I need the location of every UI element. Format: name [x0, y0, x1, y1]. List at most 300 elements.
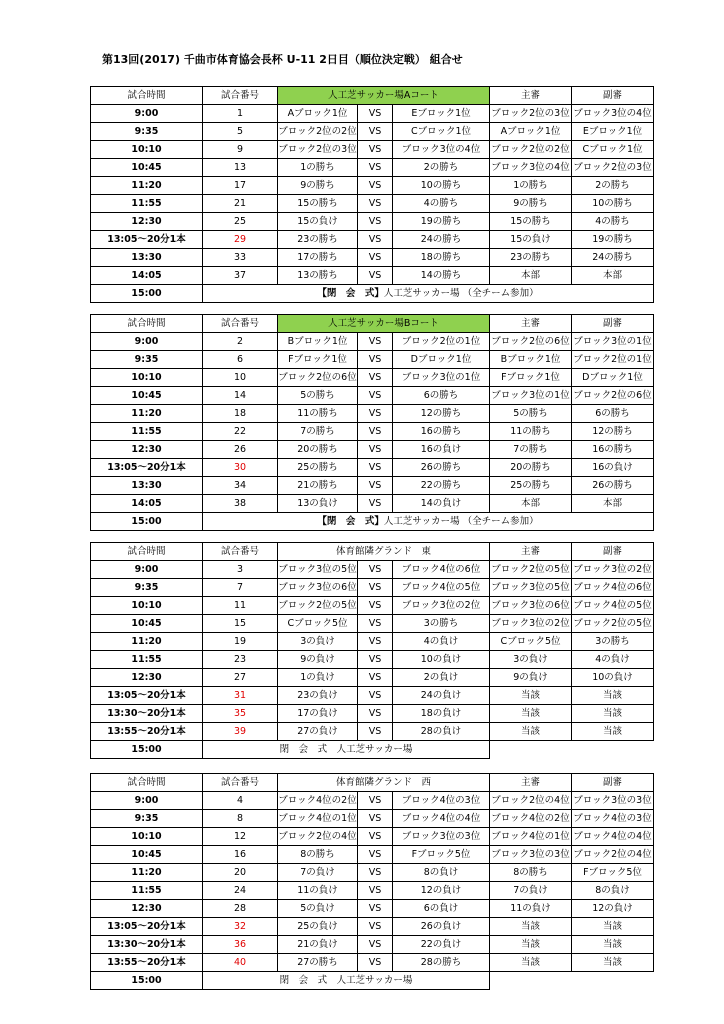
match-time: 10:45 [91, 387, 203, 405]
assistant-referee: ブロック2位の1位 [572, 351, 654, 369]
assistant-referee: 16の勝ち [572, 441, 654, 459]
match-number: 15 [203, 615, 278, 633]
table-row [91, 900, 654, 918]
closing-ceremony [203, 513, 654, 531]
home-team: 25の勝ち [278, 459, 358, 477]
match-time: 13:05～20分1本 [91, 918, 203, 936]
assistant-referee: 6の勝ち [572, 405, 654, 423]
match-time: 12:30 [91, 213, 203, 231]
table-row [91, 333, 654, 351]
match-number: 28 [203, 900, 278, 918]
referee: ブロック3位の2位 [490, 615, 572, 633]
referee: 当該 [490, 954, 572, 972]
match-time: 10:45 [91, 615, 203, 633]
vs-label: VS [358, 615, 393, 633]
table-row [91, 141, 654, 159]
away-team: 28の勝ち [393, 954, 490, 972]
table-row [91, 369, 654, 387]
away-team: 16の負け [393, 441, 490, 459]
assistant-referee: 当該 [572, 705, 654, 723]
match-number: 3 [203, 561, 278, 579]
assistant-referee: 2の勝ち [572, 177, 654, 195]
match-time: 11:20 [91, 633, 203, 651]
home-team: ブロック2位の4位 [278, 828, 358, 846]
away-team: 12の負け [393, 882, 490, 900]
assistant-referee: ブロック4位の5位 [572, 597, 654, 615]
assistant-referee: Cブロック1位 [572, 141, 654, 159]
away-team: 12の勝ち [393, 405, 490, 423]
table-row [91, 828, 654, 846]
match-time: 13:05～20分1本 [91, 231, 203, 249]
table-row [91, 213, 654, 231]
table-row [91, 105, 654, 123]
table-row [91, 423, 654, 441]
home-team: Aブロック1位 [278, 105, 358, 123]
closing-row [91, 741, 654, 759]
referee: 25の勝ち [490, 477, 572, 495]
match-time: 13:55～20分1本 [91, 723, 203, 741]
match-time: 13:05～20分1本 [91, 459, 203, 477]
assistant-referee: ブロック3位の3位 [572, 792, 654, 810]
home-team: 7の負け [278, 864, 358, 882]
home-team: Bブロック1位 [278, 333, 358, 351]
closing-time: 15:00 [91, 513, 203, 531]
referee: 15の負け [490, 231, 572, 249]
match-number: 10 [203, 369, 278, 387]
away-team: Fブロック5位 [393, 846, 490, 864]
vs-label: VS [358, 249, 393, 267]
match-time: 9:35 [91, 579, 203, 597]
match-number: 21 [203, 195, 278, 213]
away-team: 28の負け [393, 723, 490, 741]
header-time: 試合時間 [91, 774, 203, 792]
header-venue: 人工芝サッカー場Aコート [278, 87, 490, 105]
match-time: 12:30 [91, 669, 203, 687]
referee: ブロック4位の1位 [490, 828, 572, 846]
away-team: 6の勝ち [393, 387, 490, 405]
match-time: 13:30 [91, 249, 203, 267]
closing-ceremony [203, 972, 490, 990]
home-team: ブロック2位の2位 [278, 123, 358, 141]
assistant-referee: ブロック3位の1位 [572, 333, 654, 351]
match-number: 38 [203, 495, 278, 513]
header-match-no: 試合番号 [203, 315, 278, 333]
header-match-no: 試合番号 [203, 87, 278, 105]
referee: 8の勝ち [490, 864, 572, 882]
vs-label: VS [358, 561, 393, 579]
match-number: 1 [203, 105, 278, 123]
closing-ceremony-venue: 閉 会 式 人工芝サッカー場 [279, 975, 413, 986]
header-referee: 主審 [490, 774, 572, 792]
match-number: 24 [203, 882, 278, 900]
table-row [91, 177, 654, 195]
match-number: 4 [203, 792, 278, 810]
closing-row [91, 972, 654, 990]
match-time: 12:30 [91, 441, 203, 459]
away-team: ブロック2位の1位 [393, 333, 490, 351]
table-row [91, 267, 654, 285]
away-team: ブロック3位の1位 [393, 369, 490, 387]
table-header-row [91, 543, 654, 561]
home-team: 1の勝ち [278, 159, 358, 177]
vs-label: VS [358, 705, 393, 723]
home-team: 7の勝ち [278, 423, 358, 441]
home-team: 3の負け [278, 633, 358, 651]
match-time: 9:35 [91, 351, 203, 369]
referee: 9の負け [490, 669, 572, 687]
referee: 当該 [490, 705, 572, 723]
header-time: 試合時間 [91, 87, 203, 105]
header-assistant: 副審 [572, 774, 654, 792]
match-number: 39 [203, 723, 278, 741]
table-row [91, 441, 654, 459]
assistant-referee: 10の勝ち [572, 195, 654, 213]
vs-label: VS [358, 579, 393, 597]
away-team: 4の負け [393, 633, 490, 651]
schedule-table [90, 314, 654, 531]
table-row [91, 387, 654, 405]
match-number: 18 [203, 405, 278, 423]
table-row [91, 864, 654, 882]
home-team: ブロック2位の6位 [278, 369, 358, 387]
vs-label: VS [358, 441, 393, 459]
vs-label: VS [358, 810, 393, 828]
header-venue: 体育館隣グランド 東 [278, 543, 490, 561]
referee: 7の勝ち [490, 441, 572, 459]
home-team: 21の勝ち [278, 477, 358, 495]
table-header-row [91, 315, 654, 333]
away-team: ブロック4位の4位 [393, 810, 490, 828]
away-team: 2の負け [393, 669, 490, 687]
home-team: 15の負け [278, 213, 358, 231]
match-time: 11:20 [91, 864, 203, 882]
home-team: ブロック3位の5位 [278, 561, 358, 579]
match-time: 14:05 [91, 495, 203, 513]
match-number: 17 [203, 177, 278, 195]
referee: Cブロック5位 [490, 633, 572, 651]
referee: 7の負け [490, 882, 572, 900]
home-team: ブロック3位の6位 [278, 579, 358, 597]
table-row [91, 615, 654, 633]
home-team: ブロック2位の5位 [278, 597, 358, 615]
table-row [91, 597, 654, 615]
referee: ブロック3位の6位 [490, 597, 572, 615]
closing-time: 15:00 [91, 972, 203, 990]
match-number: 12 [203, 828, 278, 846]
match-number: 9 [203, 141, 278, 159]
referee: Aブロック1位 [490, 123, 572, 141]
away-team: ブロック3位の2位 [393, 597, 490, 615]
vs-label: VS [358, 267, 393, 285]
away-team: 14の勝ち [393, 267, 490, 285]
referee: 5の勝ち [490, 405, 572, 423]
match-time: 11:20 [91, 405, 203, 423]
vs-label: VS [358, 918, 393, 936]
vs-label: VS [358, 195, 393, 213]
header-venue: 人工芝サッカー場Bコート [278, 315, 490, 333]
table-header-row [91, 87, 654, 105]
vs-label: VS [358, 213, 393, 231]
table-row [91, 579, 654, 597]
vs-label: VS [358, 864, 393, 882]
match-time: 10:10 [91, 141, 203, 159]
home-team: 23の負け [278, 687, 358, 705]
vs-label: VS [358, 351, 393, 369]
table-row [91, 936, 654, 954]
closing-ceremony [203, 285, 654, 303]
match-number: 36 [203, 936, 278, 954]
vs-label: VS [358, 954, 393, 972]
assistant-referee: 3の勝ち [572, 633, 654, 651]
assistant-referee: ブロック2位の6位 [572, 387, 654, 405]
table-row [91, 231, 654, 249]
match-time: 10:10 [91, 828, 203, 846]
home-team: 25の負け [278, 918, 358, 936]
away-team: 2の勝ち [393, 159, 490, 177]
table-row [91, 195, 654, 213]
match-time: 13:30～20分1本 [91, 705, 203, 723]
referee: 当該 [490, 687, 572, 705]
table-row [91, 723, 654, 741]
match-number: 29 [203, 231, 278, 249]
match-time: 9:35 [91, 810, 203, 828]
match-time: 11:55 [91, 882, 203, 900]
match-time: 11:20 [91, 177, 203, 195]
match-number: 23 [203, 651, 278, 669]
match-time: 14:05 [91, 267, 203, 285]
table-row [91, 687, 654, 705]
away-team: 8の負け [393, 864, 490, 882]
home-team: 13の勝ち [278, 267, 358, 285]
closing-ceremony-venue: 人工芝サッカー場 （全チーム参加） [383, 516, 539, 527]
vs-label: VS [358, 423, 393, 441]
assistant-referee: 当該 [572, 723, 654, 741]
vs-label: VS [358, 597, 393, 615]
table-row [91, 495, 654, 513]
closing-time: 15:00 [91, 285, 203, 303]
assistant-referee: 当該 [572, 936, 654, 954]
referee: 本部 [490, 495, 572, 513]
away-team: 4の勝ち [393, 195, 490, 213]
home-team: 27の勝ち [278, 954, 358, 972]
away-team: ブロック4位の6位 [393, 561, 490, 579]
assistant-referee: ブロック3位の4位 [572, 105, 654, 123]
vs-label: VS [358, 387, 393, 405]
match-number: 40 [203, 954, 278, 972]
away-team: 18の勝ち [393, 249, 490, 267]
vs-label: VS [358, 882, 393, 900]
table-row [91, 561, 654, 579]
header-match-no: 試合番号 [203, 543, 278, 561]
match-time: 13:05～20分1本 [91, 687, 203, 705]
referee: Fブロック1位 [490, 369, 572, 387]
table-header-row [91, 774, 654, 792]
table-row [91, 159, 654, 177]
home-team: ブロック4位の2位 [278, 792, 358, 810]
closing-ceremony-label: 【閉 会 式】 [317, 516, 384, 527]
table-row [91, 351, 654, 369]
match-time: 9:00 [91, 792, 203, 810]
referee: ブロック2位の5位 [490, 561, 572, 579]
away-team: Dブロック1位 [393, 351, 490, 369]
vs-label: VS [358, 936, 393, 954]
match-number: 11 [203, 597, 278, 615]
assistant-referee: Eブロック1位 [572, 123, 654, 141]
assistant-referee: 当該 [572, 918, 654, 936]
match-number: 30 [203, 459, 278, 477]
assistant-referee: 19の勝ち [572, 231, 654, 249]
home-team: 8の勝ち [278, 846, 358, 864]
assistant-referee: 8の負け [572, 882, 654, 900]
header-referee: 主審 [490, 87, 572, 105]
page-title: 第13回(2017) 千曲市体育協会長杯 U-11 2日目（順位決定戦） 組合せ [102, 53, 463, 66]
home-team: 1の負け [278, 669, 358, 687]
assistant-referee: ブロック2位の3位 [572, 159, 654, 177]
vs-label: VS [358, 105, 393, 123]
assistant-referee: 10の負け [572, 669, 654, 687]
away-team: 16の勝ち [393, 423, 490, 441]
referee: Bブロック1位 [490, 351, 572, 369]
away-team: 10の勝ち [393, 177, 490, 195]
home-team: Fブロック1位 [278, 351, 358, 369]
assistant-referee: 24の勝ち [572, 249, 654, 267]
vs-label: VS [358, 177, 393, 195]
match-time: 10:10 [91, 597, 203, 615]
away-team: 26の勝ち [393, 459, 490, 477]
assistant-referee: 12の勝ち [572, 423, 654, 441]
match-number: 22 [203, 423, 278, 441]
referee: ブロック2位の2位 [490, 141, 572, 159]
match-number: 34 [203, 477, 278, 495]
away-team: ブロック3位の3位 [393, 828, 490, 846]
match-number: 8 [203, 810, 278, 828]
away-team: 24の勝ち [393, 231, 490, 249]
assistant-referee: Dブロック1位 [572, 369, 654, 387]
vs-label: VS [358, 633, 393, 651]
referee: 20の勝ち [490, 459, 572, 477]
vs-label: VS [358, 369, 393, 387]
match-time: 10:10 [91, 369, 203, 387]
table-row [91, 123, 654, 141]
home-team: 17の勝ち [278, 249, 358, 267]
header-venue: 体育館隣グランド 西 [278, 774, 490, 792]
header-assistant: 副審 [572, 315, 654, 333]
match-number: 32 [203, 918, 278, 936]
away-team: 18の負け [393, 705, 490, 723]
closing-time: 15:00 [91, 741, 203, 759]
match-number: 20 [203, 864, 278, 882]
referee: 当該 [490, 723, 572, 741]
referee: ブロック2位の3位 [490, 105, 572, 123]
vs-label: VS [358, 669, 393, 687]
away-team: 26の負け [393, 918, 490, 936]
away-team: ブロック4位の3位 [393, 792, 490, 810]
empty-cell [490, 972, 654, 990]
table-row [91, 669, 654, 687]
table-row [91, 249, 654, 267]
vs-label: VS [358, 687, 393, 705]
away-team: 3の勝ち [393, 615, 490, 633]
header-time: 試合時間 [91, 315, 203, 333]
match-time: 9:35 [91, 123, 203, 141]
match-number: 5 [203, 123, 278, 141]
match-number: 6 [203, 351, 278, 369]
home-team: 5の負け [278, 900, 358, 918]
assistant-referee: 4の負け [572, 651, 654, 669]
match-number: 2 [203, 333, 278, 351]
assistant-referee: ブロック2位の5位 [572, 615, 654, 633]
referee: 23の勝ち [490, 249, 572, 267]
home-team: 27の負け [278, 723, 358, 741]
match-time: 13:30 [91, 477, 203, 495]
vs-label: VS [358, 846, 393, 864]
match-time: 9:00 [91, 561, 203, 579]
home-team: 13の負け [278, 495, 358, 513]
referee: 当該 [490, 918, 572, 936]
home-team: ブロック4位の1位 [278, 810, 358, 828]
match-number: 26 [203, 441, 278, 459]
match-number: 7 [203, 579, 278, 597]
referee: 11の負け [490, 900, 572, 918]
table-row [91, 705, 654, 723]
assistant-referee: 16の負け [572, 459, 654, 477]
away-team: 10の負け [393, 651, 490, 669]
empty-cell [490, 741, 654, 759]
referee: ブロック3位の1位 [490, 387, 572, 405]
away-team: 14の負け [393, 495, 490, 513]
header-match-no: 試合番号 [203, 774, 278, 792]
header-time: 試合時間 [91, 543, 203, 561]
assistant-referee: 12の負け [572, 900, 654, 918]
home-team: 9の負け [278, 651, 358, 669]
match-time: 11:55 [91, 423, 203, 441]
table-row [91, 792, 654, 810]
vs-label: VS [358, 651, 393, 669]
referee: ブロック2位の6位 [490, 333, 572, 351]
table-row [91, 633, 654, 651]
assistant-referee: 4の勝ち [572, 213, 654, 231]
closing-ceremony-venue: 人工芝サッカー場 （全チーム参加） [383, 288, 539, 299]
referee: ブロック3位の3位 [490, 846, 572, 864]
away-team: Cブロック1位 [393, 123, 490, 141]
vs-label: VS [358, 495, 393, 513]
closing-row [91, 285, 654, 303]
schedule-table [90, 773, 654, 990]
schedule-table [90, 86, 654, 303]
table-row [91, 405, 654, 423]
match-time: 13:55～20分1本 [91, 954, 203, 972]
referee: 15の勝ち [490, 213, 572, 231]
vs-label: VS [358, 459, 393, 477]
home-team: 17の負け [278, 705, 358, 723]
home-team: 15の勝ち [278, 195, 358, 213]
referee: 本部 [490, 267, 572, 285]
away-team: 6の負け [393, 900, 490, 918]
vs-label: VS [358, 900, 393, 918]
away-team: 19の勝ち [393, 213, 490, 231]
match-time: 9:00 [91, 333, 203, 351]
home-team: 20の勝ち [278, 441, 358, 459]
match-time: 11:55 [91, 195, 203, 213]
assistant-referee: 本部 [572, 267, 654, 285]
table-row [91, 810, 654, 828]
away-team: 22の勝ち [393, 477, 490, 495]
match-number: 14 [203, 387, 278, 405]
table-row [91, 651, 654, 669]
match-number: 16 [203, 846, 278, 864]
referee: 当該 [490, 936, 572, 954]
vs-label: VS [358, 828, 393, 846]
